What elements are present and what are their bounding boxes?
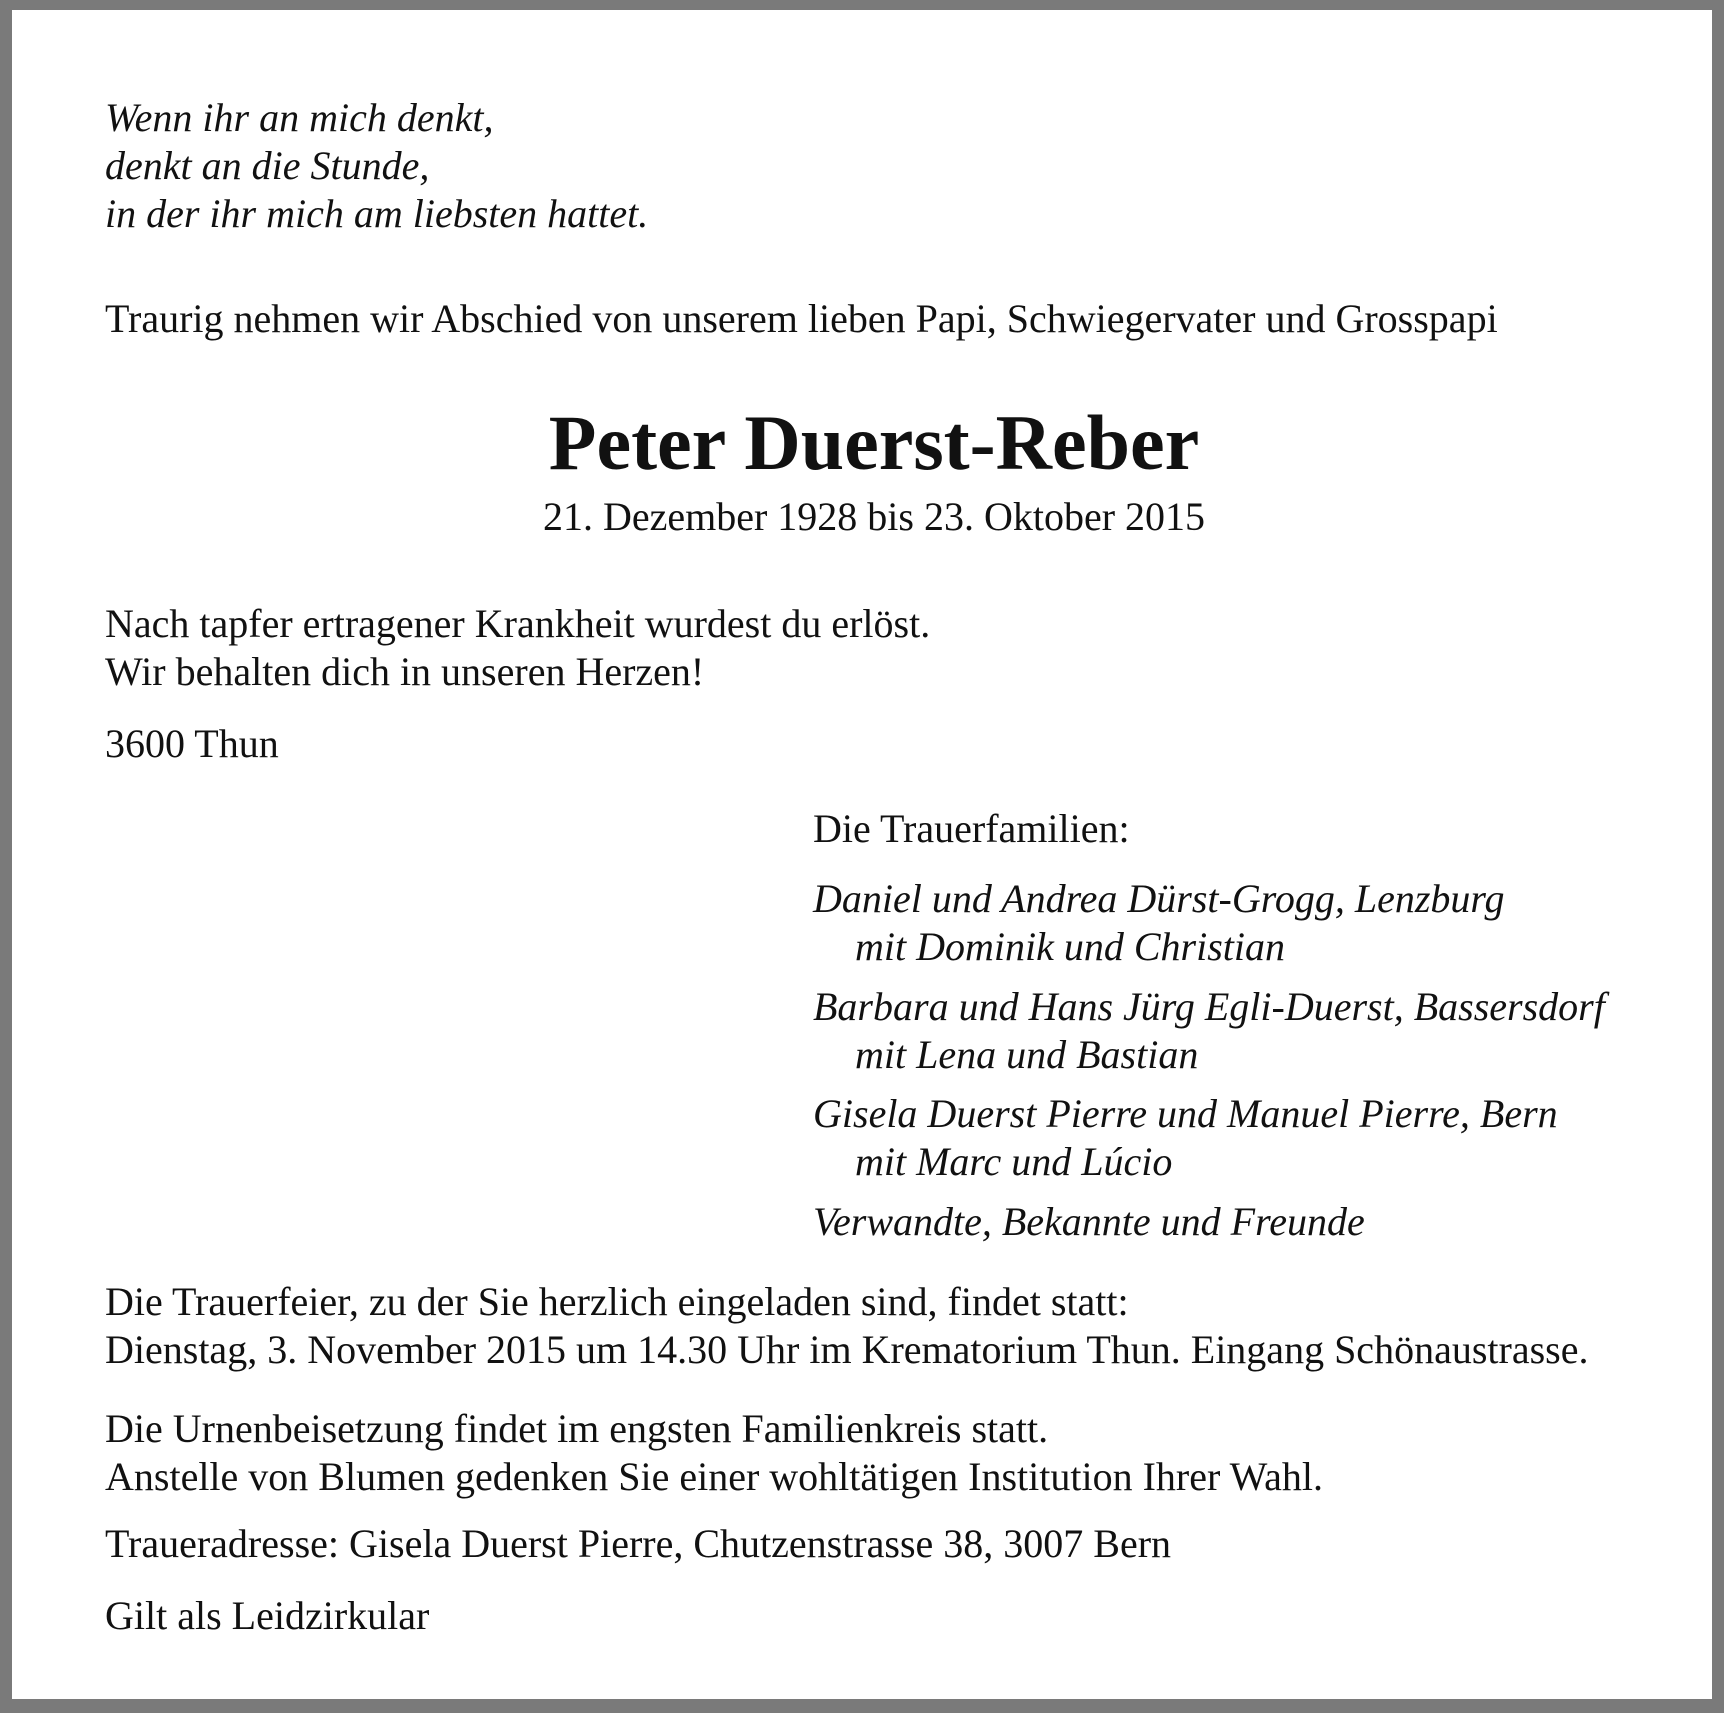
family-name: Barbara und Hans Jürg Egli-Duerst, Bassersdorf (813, 984, 1605, 1029)
farewell-line: Nach tapfer ertragener Krankheit wurdest du erlöst. (105, 601, 931, 646)
families-heading: Die Trauerfamilien: (813, 806, 1130, 851)
poem-line: Wenn ihr an mich denkt, (105, 95, 494, 140)
circular-note: Gilt als Leidzirkular (105, 1593, 430, 1638)
deceased-name: Peter Duerst-Reber (548, 399, 1200, 486)
intro-text: Traurig nehmen wir Abschied von unserem lieben Papi, Schwiegervater und Grosspapi (105, 296, 1498, 341)
poem (105, 94, 648, 238)
family-entry (813, 1090, 1558, 1186)
poem-line: in der ihr mich am liebsten hattet. (105, 191, 649, 236)
family-name: Daniel und Andrea Dürst-Grogg, Lenzburg (813, 876, 1505, 921)
service-info (105, 1278, 1588, 1374)
family-entry (813, 983, 1605, 1079)
family-entry (813, 875, 1504, 971)
urn-info (105, 1405, 1323, 1501)
life-dates: 21. Dezember 1928 bis 23. Oktober 2015 (542, 494, 1206, 539)
farewell-line: Wir behalten dich in unseren Herzen! (105, 649, 705, 694)
family-children: mit Dominik und Christian (855, 924, 1286, 969)
farewell-message (105, 600, 930, 696)
family-name: Gisela Duerst Pierre und Manuel Pierre, Bern (813, 1091, 1558, 1136)
urn-line: Anstelle von Blumen gedenken Sie einer wohltätigen Institution Ihrer Wahl. (105, 1454, 1323, 1499)
urn-line: Die Urnenbeisetzung findet im engsten Familienkreis statt. (105, 1406, 1049, 1451)
family-children: mit Marc und Lúcio (855, 1139, 1173, 1184)
relatives-friends: Verwandte, Bekannte und Freunde (813, 1199, 1365, 1244)
family-children: mit Lena und Bastian (855, 1032, 1199, 1077)
mourning-address: Traueradresse: Gisela Duerst Pierre, Chutzenstrasse 38, 3007 Bern (105, 1521, 1172, 1566)
service-line: Die Trauerfeier, zu der Sie herzlich eingeladen sind, findet statt: (105, 1279, 1129, 1324)
poem-line: denkt an die Stunde, (105, 143, 430, 188)
city: 3600 Thun (105, 721, 279, 766)
service-line: Dienstag, 3. November 2015 um 14.30 Uhr im Krematorium Thun. Eingang Schönaustrasse. (105, 1327, 1589, 1372)
